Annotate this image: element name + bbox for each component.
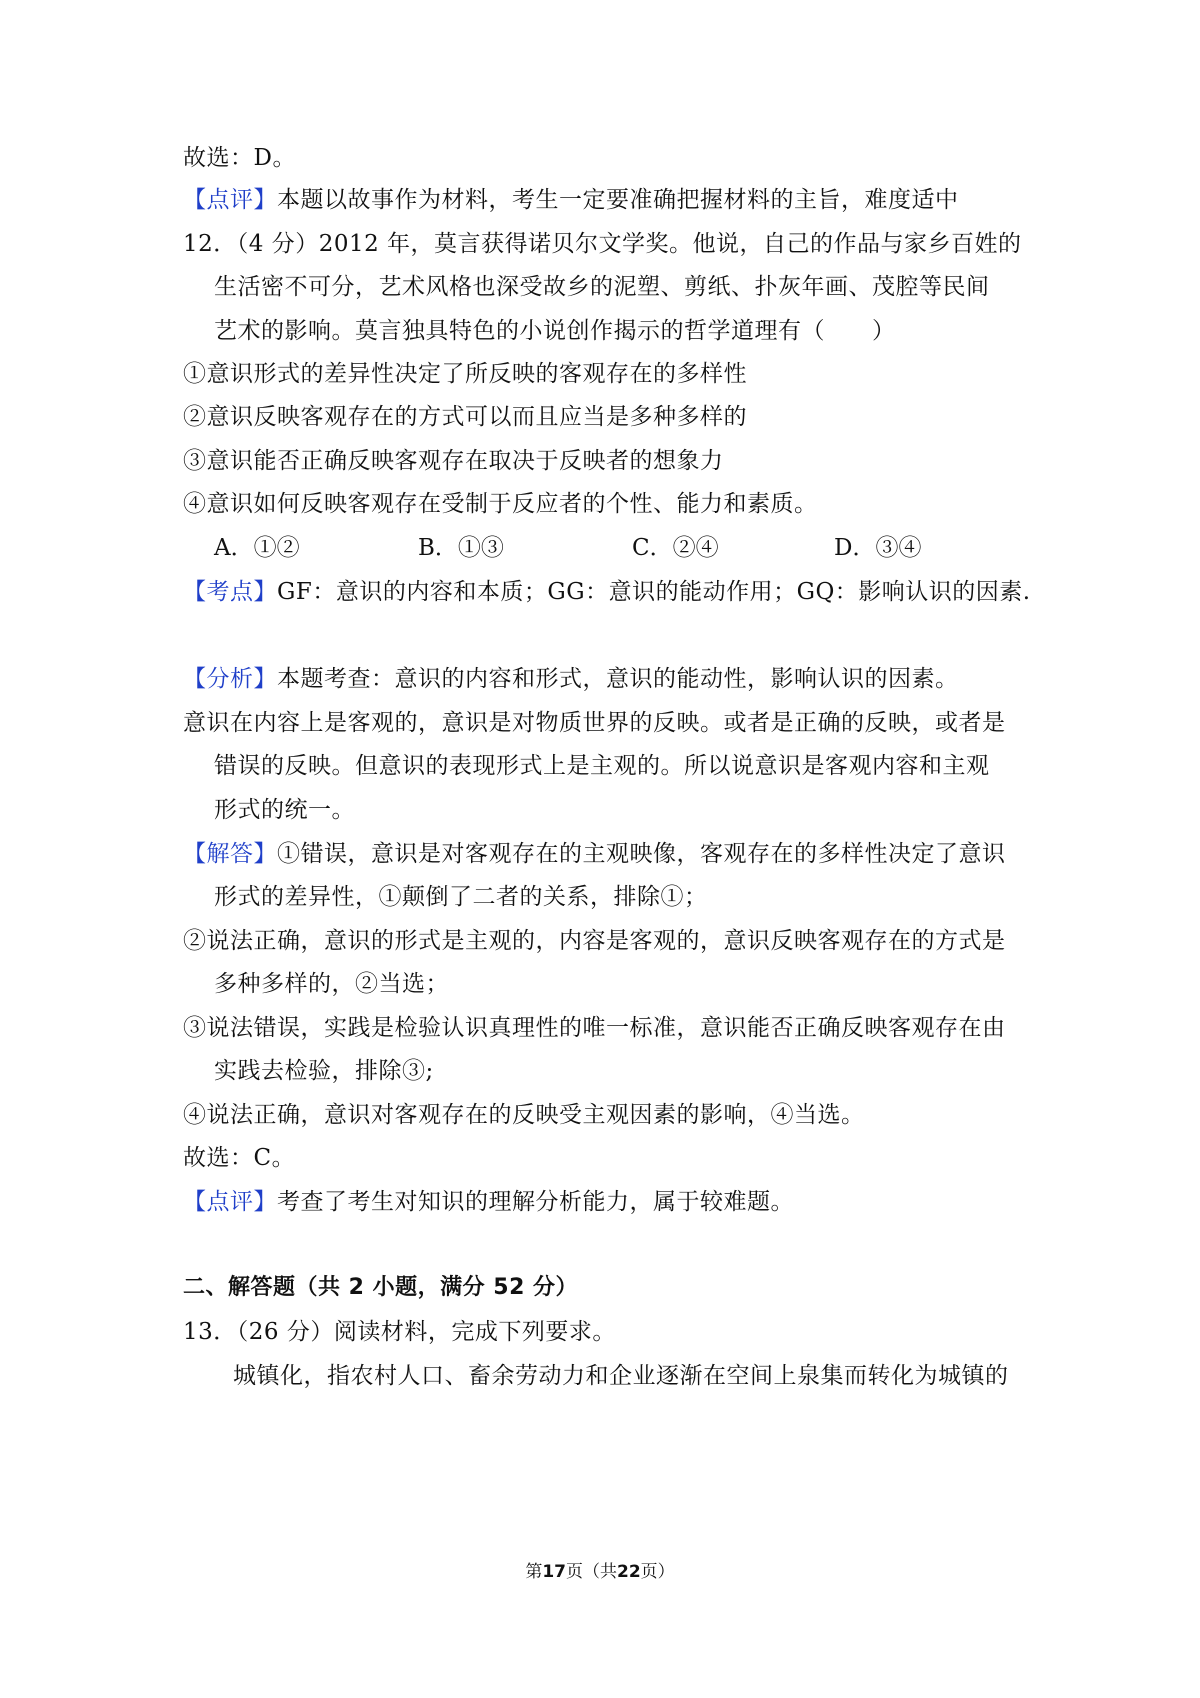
fenxi-tag: 【分析】 [183, 666, 277, 692]
kaodian-tag: 【考点】 [183, 579, 277, 605]
jieda-line-4: 多种多样的，②当选； [214, 971, 449, 997]
review-tag: 【点评】 [183, 187, 277, 213]
footer-page-number: 17 [542, 1562, 566, 1582]
option-d: D．③④ [834, 535, 922, 561]
jieda-line-6: 实践去检验，排除③; [214, 1058, 434, 1084]
q13-stem: 13．（26 分）阅读材料，完成下列要求。 [183, 1319, 616, 1345]
review-text: 本题以故事作为材料，考生一定要准确把握材料的主旨，难度适中 [277, 187, 959, 213]
footer-text: 页） [640, 1562, 675, 1582]
q12-stem-line-2: 生活密不可分，艺术风格也深受故乡的泥塑、剪纸、扑灰年画、茂腔等民间 [214, 274, 990, 300]
q13-material: 城镇化，指农村人口、畜余劳动力和企业逐渐在空间上泉集而转化为城镇的 [233, 1363, 1009, 1389]
prev-answer: 故选：D。 [183, 145, 296, 171]
kaodian-text: GF：意识的内容和本质；GG：意识的能动作用；GQ：影响认识的因素. [277, 579, 1031, 605]
fenxi-text: 本题考查：意识的内容和形式，意识的能动性，影响认识的因素。 [277, 666, 959, 692]
fenxi-line-2: 错误的反映。但意识的表现形式上是主观的。所以说意识是客观内容和主观 [214, 753, 990, 779]
fenxi-line-3: 形式的统一。 [214, 797, 355, 823]
q12-item-3: ③意识能否正确反映客观存在取决于反映者的想象力 [183, 448, 724, 474]
section-title: 二、解答题（共 2 小题，满分 52 分） [183, 1275, 579, 1300]
fenxi [183, 664, 959, 694]
jieda-tag: 【解答】 [183, 841, 277, 867]
footer-text: 第 [525, 1562, 543, 1582]
q12-item-1: ①意识形式的差异性决定了所反映的客观存在的多样性 [183, 361, 747, 387]
kaodian [183, 577, 1031, 607]
review-text: 考查了考生对知识的理解分析能力，属于较难题。 [277, 1189, 794, 1215]
fenxi-line-1: 意识在内容上是客观的，意识是对物质世界的反映。或者是正确的反映，或者是 [183, 710, 1006, 736]
page-footer [0, 1560, 1200, 1584]
q12-answer: 故选：C。 [183, 1145, 296, 1171]
q12-item-4: ④意识如何反映客观存在受制于反应者的个性、能力和素质。 [183, 491, 818, 517]
q12-review [183, 1187, 794, 1217]
jieda-text: ①错误，意识是对客观存在的主观映像，客观存在的多样性决定了意识 [277, 841, 1006, 867]
jieda-line-3: ②说法正确，意识的形式是主观的，内容是客观的，意识反映客观存在的方式是 [183, 928, 1006, 954]
prev-review [183, 185, 959, 215]
jieda [183, 839, 1006, 869]
review-tag: 【点评】 [183, 1189, 277, 1215]
footer-total-pages: 22 [617, 1562, 641, 1582]
footer-text: 页（共 [566, 1562, 617, 1582]
q12-stem-line-3: 艺术的影响。莫言独具特色的小说创作揭示的哲学道理有（ ） [214, 318, 896, 344]
option-a: A．①② [214, 535, 300, 561]
jieda-line-7: ④说法正确，意识对客观存在的反映受主观因素的影响，④当选。 [183, 1102, 865, 1128]
jieda-line-5: ③说法错误，实践是检验认识真理性的唯一标准，意识能否正确反映客观存在由 [183, 1015, 1006, 1041]
option-c: C．②④ [632, 535, 719, 561]
option-b: B．①③ [418, 535, 504, 561]
q12-stem-line-1: 12．（4 分）2012 年，莫言获得诺贝尔文学奖。他说，自己的作品与家乡百姓的 [183, 231, 1022, 257]
q12-item-2: ②意识反映客观存在的方式可以而且应当是多种多样的 [183, 404, 747, 430]
jieda-line-2: 形式的差异性，①颠倒了二者的关系，排除①； [214, 884, 708, 910]
